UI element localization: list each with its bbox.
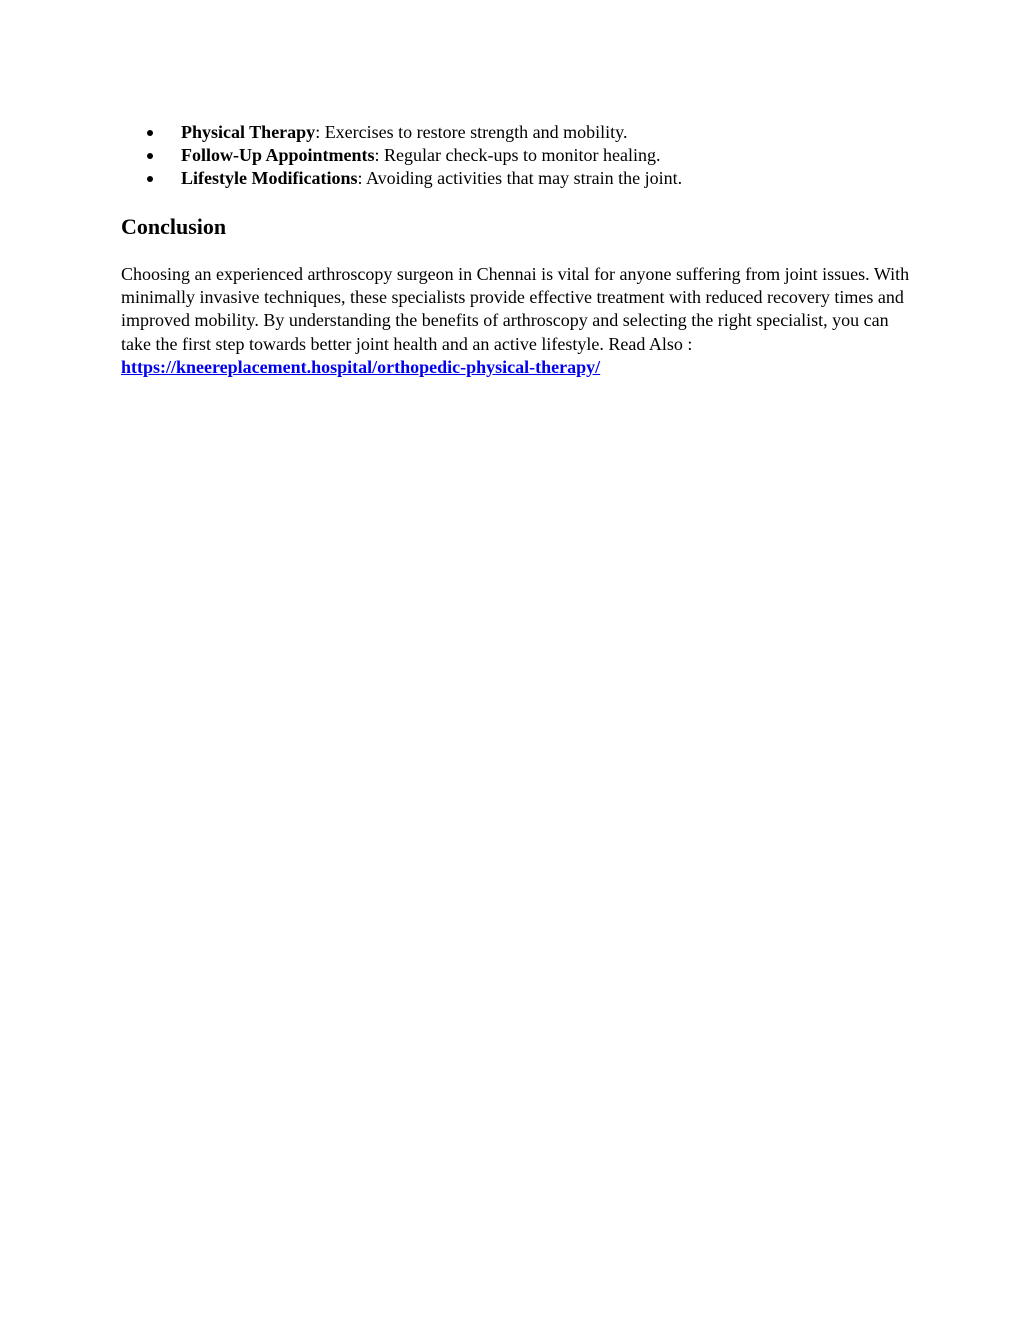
list-item bbox=[121, 167, 921, 190]
bullet-icon bbox=[147, 130, 153, 136]
bullet-list bbox=[121, 121, 921, 190]
bullet-text: : Avoiding activities that may strain the joint. bbox=[357, 168, 683, 188]
read-also-link[interactable]: https://kneereplacement.hospital/orthopedic-physical-therapy/ bbox=[121, 356, 601, 377]
conclusion-paragraph bbox=[121, 263, 911, 379]
bullet-term: Lifestyle Modifications bbox=[181, 168, 358, 188]
conclusion-body: Choosing an experienced arthroscopy surgeon in Chennai is vital for anyone suffering from joint issues. With minimally invasive techniques, these specialists provide effective treatment with reduced recovery times and improved mobility. By understanding the benefits of arthroscopy and selecting the right specialist, you can take the first step towards better joint health and an active lifestyle. Read Also : bbox=[121, 264, 910, 354]
bullet-icon bbox=[147, 153, 153, 159]
bullet-term: Follow-Up Appointments bbox=[181, 145, 375, 165]
conclusion-heading: Conclusion bbox=[121, 214, 227, 239]
bullet-icon bbox=[147, 176, 153, 182]
bullet-text: : Regular check-ups to monitor healing. bbox=[374, 145, 661, 165]
bullet-text: : Exercises to restore strength and mobility. bbox=[315, 122, 628, 142]
list-item bbox=[121, 121, 921, 144]
bullet-term: Physical Therapy bbox=[181, 122, 316, 142]
list-item bbox=[121, 144, 921, 167]
